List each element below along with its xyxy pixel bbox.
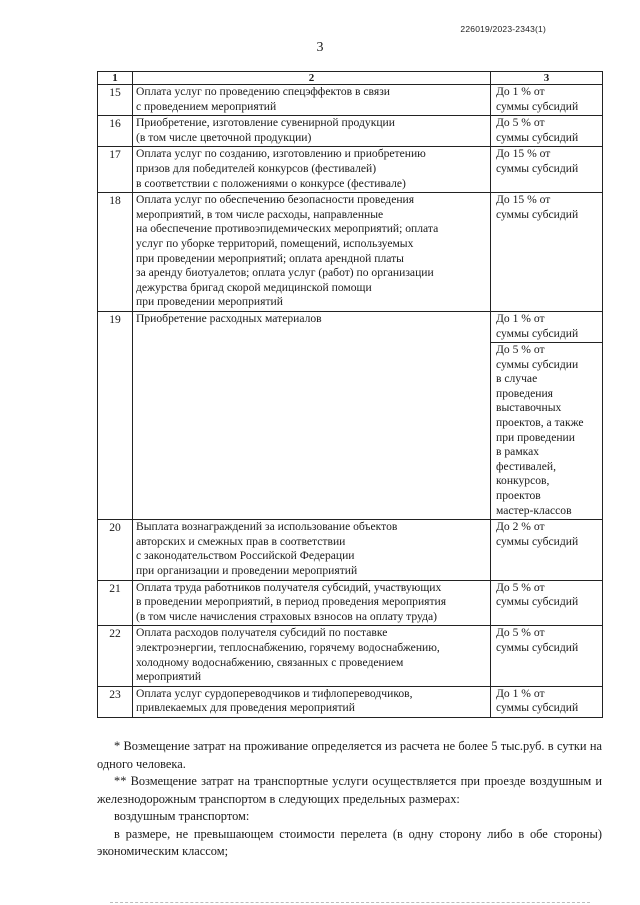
expense-limit: До 15 % от суммы субсидий (491, 193, 603, 312)
table-row (98, 147, 603, 193)
expense-limit: До 2 % от суммы субсидий (491, 520, 603, 580)
expense-limit: До 5 % от суммы субсидий (491, 116, 603, 147)
row-number: 23 (98, 686, 133, 717)
transport-air-heading: воздушным транспортом: (114, 809, 250, 823)
expense-description: Оплата услуг по обеспечению безопасности проведения мероприятий, в том числе расходы, направленные на обеспечение противоэпидемических мероприятий; оплата услуг по уборке территорий, помещений, используемых при проведении мероприятий; оплата арендной платы за аренду биотуалетов; оплата услуг (работ) по организации дежурства бригад скорой медицинской помощи при проведении мероприятий (133, 193, 491, 312)
row-number: 19 (98, 311, 133, 519)
expense-limit: До 1 % от суммы субсидий (491, 686, 603, 717)
expense-description: Оплата расходов получателя субсидий по поставке электроэнергии, теплоснабжению, горячему водоснабжению, холодному водоснабжению, связанных с проведением мероприятий (133, 626, 491, 686)
table-row (98, 580, 603, 626)
footnote-transport: ** Возмещение затрат на транспортные услуги осуществляется при проезде воздушным и железнодорожным транспортом в следующих предельных размерах: (97, 774, 602, 806)
row-number: 17 (98, 147, 133, 193)
row-number: 20 (98, 520, 133, 580)
footnotes (97, 738, 602, 861)
scan-edge-divider (110, 902, 590, 903)
row-number: 18 (98, 193, 133, 312)
expense-limit: До 5 % от суммы субсидий (491, 580, 603, 626)
expense-description: Оплата услуг по созданию, изготовлению и приобретению призов для победителей конкурсов (фестивалей) в соответствии с положениями о конкурсе (фестивале) (133, 147, 491, 193)
expense-description: Приобретение, изготовление сувенирной продукции (в том числе цветочной продукции) (133, 116, 491, 147)
table-row (98, 193, 603, 312)
expense-description: Приобретение расходных материалов (133, 311, 491, 519)
expense-description: Выплата вознаграждений за использование объектов авторских и смежных прав в соответствии с законодательством Российской Федерации при организации и проведении мероприятий (133, 520, 491, 580)
row-number: 15 (98, 85, 133, 116)
expense-description: Оплата услуг по проведению спецэффектов в связи с проведением мероприятий (133, 85, 491, 116)
expense-limits-table (97, 71, 603, 718)
table-row (98, 520, 603, 580)
expense-limit: До 1 % от суммы субсидий (491, 85, 603, 116)
row-number: 16 (98, 116, 133, 147)
table-row (98, 686, 603, 717)
document-registration-number: 226019/2023-2343(1) (460, 24, 546, 34)
expense-limit: До 15 % от суммы субсидий (491, 147, 603, 193)
column-header-1: 1 (98, 72, 133, 85)
page-number: 3 (316, 40, 324, 55)
table-row (98, 311, 603, 342)
row-number: 21 (98, 580, 133, 626)
expense-limit: До 1 % от суммы субсидий (491, 311, 603, 342)
column-header-2: 2 (133, 72, 491, 85)
table-header-row (98, 72, 603, 85)
footnote-accommodation: * Возмещение затрат на проживание определяется из расчета не более 5 тыс.руб. в сутки на одного человека. (97, 739, 602, 771)
expense-limit-extended: До 5 % от суммы субсидии в случае проведения выставочных проектов, а также при проведении в рамках фестивалей, конкурсов, проектов мастер-классов (491, 343, 603, 520)
expense-description: Оплата услуг сурдопереводчиков и тифлопереводчиков, привлекаемых для проведения мероприятий (133, 686, 491, 717)
table-row (98, 626, 603, 686)
expense-description: Оплата труда работников получателя субсидий, участвующих в проведении мероприятий, в период проведения мероприятия (в том числе начисления страховых взносов на оплату труда) (133, 580, 491, 626)
expense-limit: До 5 % от суммы субсидий (491, 626, 603, 686)
column-header-3: 3 (491, 72, 603, 85)
table-row (98, 116, 603, 147)
transport-air-limit: в размере, не превышающем стоимости перелета (в одну сторону либо в обе стороны) экономическим классом; (97, 826, 602, 858)
table-row (98, 85, 603, 116)
row-number: 22 (98, 626, 133, 686)
